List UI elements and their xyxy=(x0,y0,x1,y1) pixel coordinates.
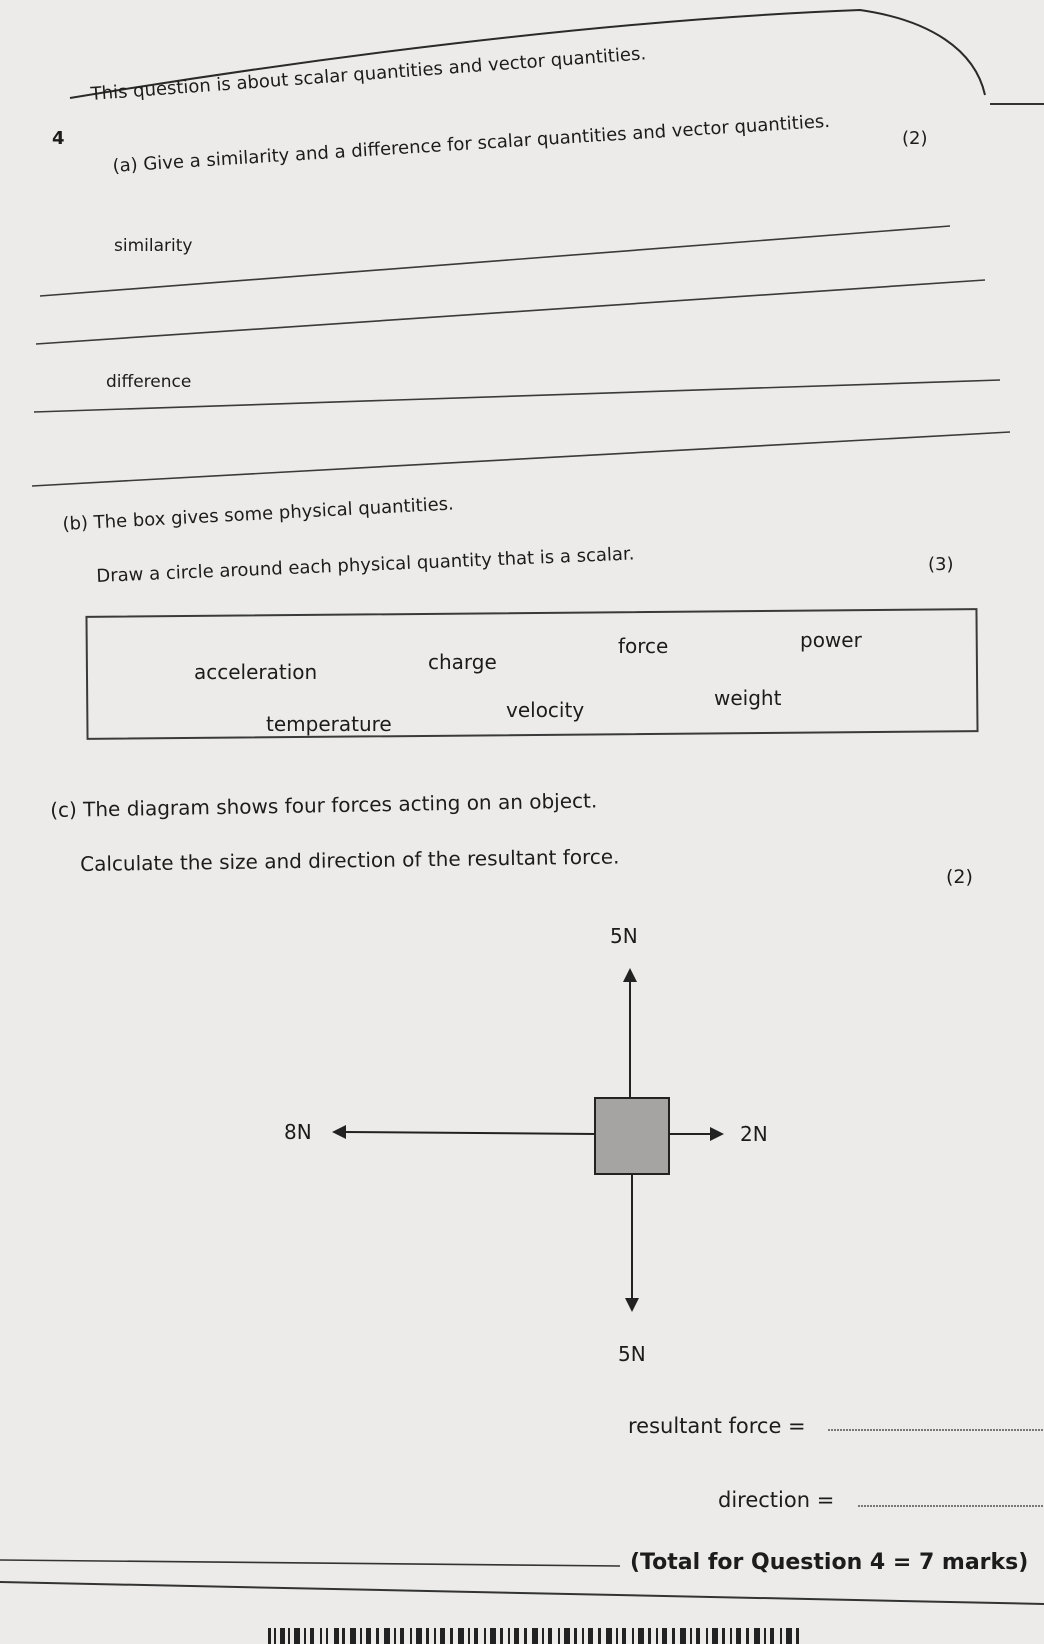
arrow-left-shaft xyxy=(344,1132,596,1134)
question-number: 4 xyxy=(52,128,65,149)
part-c-marks: (2) xyxy=(946,866,973,888)
part-b-instruction: Draw a circle around each physical quantity that is a scalar. xyxy=(96,543,635,587)
part-a-prompt: (a) Give a similarity and a difference for scalar quantities and vector quantities. xyxy=(112,110,831,177)
object-box xyxy=(595,1098,669,1174)
quantity-temperature[interactable]: temperature xyxy=(266,712,392,736)
quantity-power[interactable]: power xyxy=(800,628,862,652)
similarity-label: similarity xyxy=(114,236,193,256)
part-c-prompt: (c) The diagram shows four forces acting on an object. xyxy=(50,788,598,822)
answer-line-similarity-2[interactable] xyxy=(36,280,985,344)
total-rule-left xyxy=(0,1560,620,1566)
bottom-rule xyxy=(0,1582,1044,1604)
part-c-instruction: Calculate the size and direction of the resultant force. xyxy=(80,844,620,876)
quantity-force[interactable]: force xyxy=(618,634,669,658)
direction-label: direction = xyxy=(718,1488,835,1512)
part-b-marks: (3) xyxy=(928,554,954,575)
arrow-right-head xyxy=(710,1127,724,1141)
arrow-up-head xyxy=(623,968,637,982)
barcode xyxy=(268,1628,799,1644)
answer-line-difference-2[interactable] xyxy=(32,432,1010,486)
difference-label: difference xyxy=(106,372,192,392)
quantity-weight[interactable]: weight xyxy=(714,686,782,710)
force-up-label: 5N xyxy=(610,924,638,948)
arrow-down-head xyxy=(625,1298,639,1312)
question-intro: This question is about scalar quantities and vector quantities. xyxy=(90,43,647,105)
resultant-force-label: resultant force = xyxy=(628,1414,806,1438)
part-a-marks: (2) xyxy=(902,128,928,149)
quantity-acceleration[interactable]: acceleration xyxy=(194,660,318,684)
arrow-left-head xyxy=(332,1125,346,1139)
part-b-prompt: (b) The box gives some physical quantities. xyxy=(62,493,455,535)
quantity-charge[interactable]: charge xyxy=(428,650,497,674)
quantity-velocity[interactable]: velocity xyxy=(506,698,585,722)
force-left-label: 8N xyxy=(284,1120,312,1144)
question-total: (Total for Question 4 = 7 marks) xyxy=(630,1550,1029,1575)
force-down-label: 5N xyxy=(618,1342,646,1366)
force-right-label: 2N xyxy=(740,1122,768,1146)
